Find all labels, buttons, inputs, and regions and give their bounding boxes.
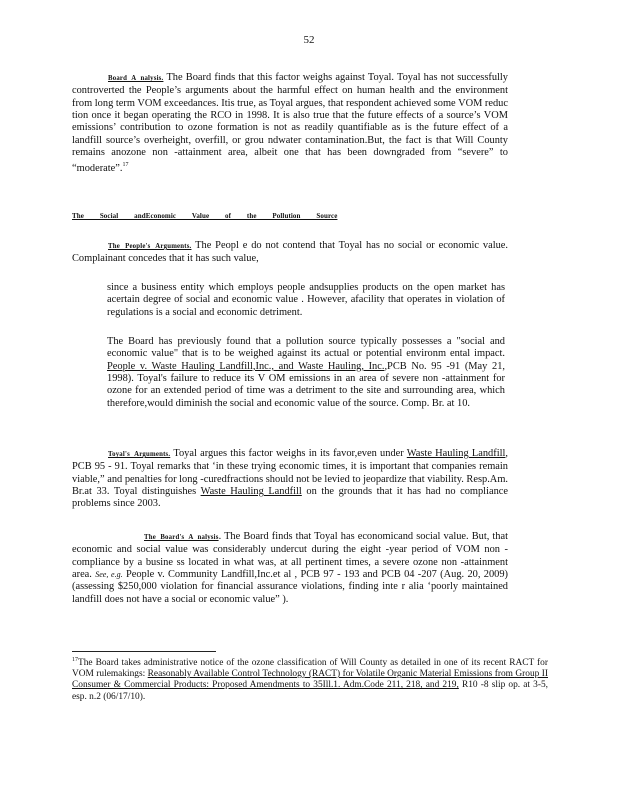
case-citation-waste-hauling: People v. Waste Hauling Landfill,Inc., and Waste Hauling, Inc. [107,360,385,372]
board-analysis-heading-1: Board A nalysis. [108,75,164,82]
see-eg-signal: See, e.g. [95,570,123,580]
block-quote-2-text-a: The Board has previously found that a pollution source typically possesses a "social and economic value" that is to be weighed against its actual or potential environm ental impact. [107,336,505,360]
toyals-arguments-paragraph [72,448,508,511]
block-quote-1: since a business entity which employs people andsupplies products on the open market has acertain degree of social and economic value . However, afacility that operates in violation of regulations is a social and economic detriment. [107,282,505,318]
block-quote-2-text-b: ,PCB No. 95 -91 (May 21, 1998). Toyal's failure to reduce its V OM emissions in an area of severe non -attainment for ozone for an extended period of time was a detriment to the site and surrounding area, which therefore,would diminish the social and economic value of the source. Comp. Br. at 10. [107,360,505,409]
board-analysis-text-2a: . The Board finds that Toyal has economicand social value. But, that economic and social value was considerably undercut during the eight -year period of VOM non -compliance by a busine ss located in what was, at all pertinent times, a severe ozone non -attainment area. [72,531,508,581]
rulemaking-title: Reasonably Available Control Technology (RACT) for Volatile Organic Material Emissions from Group II Consumer & Commercial Products: Proposed Amendments to 35Ill.1. Adm.Code 211, 218, and 219, [72,669,548,691]
peoples-arguments-text: The Peopl e do not contend that Toyal has no social or economic value. Complainant concedes that it has such value, [72,240,508,265]
footnote-text-b: R10 -8 slip op. at 3-5, esp. n.2 (06/17/10). [72,680,549,702]
footnote-reference: 17 [122,162,129,169]
footnote-17 [72,655,548,703]
board-analysis-heading-2: The Board's A nalysis [144,534,219,541]
board-analysis-text-1: The Board finds that this factor weighs against Toyal. Toyal has not successfully controverted the People’s arguments about the harmful effect on human health and the environment from long term VOM exceedances. Itis true, as Toyal argues, that respondent achieved some VOM reduc tion once it began operating the RCO in 1998. It is also true that the future effects of a source’s VOM emissions’ contribution to ozone formation is not as readily quantifiable as is the future effect of a landfill source’s overheight, overfill, or grou ndwater contamination.But, the fact is that Will County remains anozone non -attainment area, albeit one that has been downgraded from “severe” to “moderate”. [72,72,508,175]
board-analysis-paragraph-2 [72,531,508,606]
toyals-arguments-text-a: Toyal argues this factor weighs in its favor,even under [173,448,404,459]
block-quote-2 [107,336,505,410]
peoples-arguments-paragraph [72,240,508,266]
section-heading: The Social andEconomic Value of the Pollution Source [72,212,338,220]
peoples-arguments-heading: The People's Arguments. [108,243,192,250]
footnote-number: 17 [72,657,78,663]
case-citation-1: Waste Hauling Landfill [406,448,506,459]
case-citation-2: Waste Hauling Landfill [200,486,302,498]
toyals-arguments-text-c: on the grounds that it has had no compliance problems since 2003. [72,486,508,510]
toyals-arguments-heading: Toyal's Arguments. [108,451,171,458]
board-analysis-paragraph-1 [72,72,508,176]
board-analysis-text-2b: People v. Community Landfill,Inc.et al , PCB 97 - 193 and PCB 04 -207 (Aug. 20, 2009) (assessing $250,000 violation for financial assurance violations, finding inte r alia ‘poorly maintained landfill does not have a social or economic value” ). [72,569,508,605]
page-number: 52 [303,34,315,46]
footnote-text-a: The Board takes administrative notice of the ozone classification of Will County as detailed in one of its recent RACT for VOM rulemakings: [72,658,548,680]
toyals-arguments-text-b: , PCB 95 - 91. Toyal remarks that ‘in these trying economic times, it is important that companies remain viable,” and penalties for long -curedfractions should not be levied to jeopardize that viability. Resp.Am. Br.at 33. Toyal distinguishes [72,448,508,498]
footnote-separator [72,651,216,652]
